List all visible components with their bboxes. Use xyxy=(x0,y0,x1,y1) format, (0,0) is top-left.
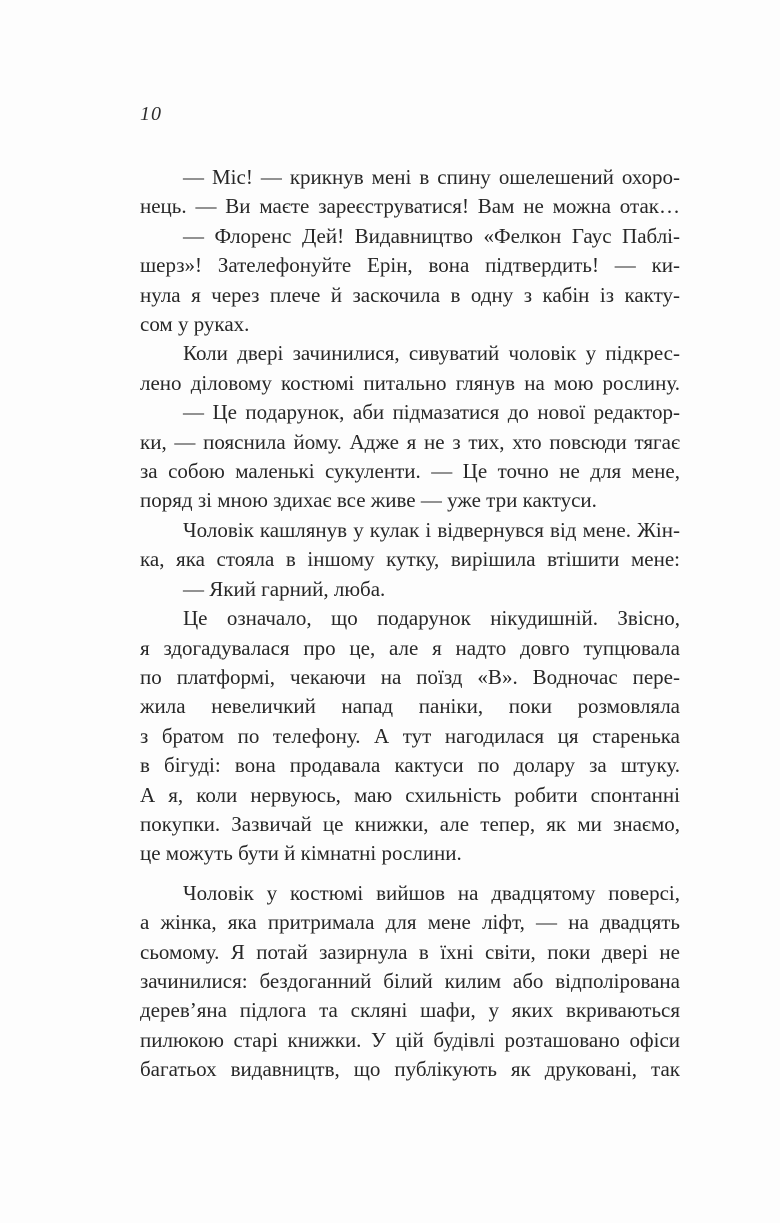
paragraph xyxy=(140,604,680,869)
paragraph xyxy=(140,575,680,604)
text-line: сьомому. Я потай зазирнула в їхні світи, поки двері не xyxy=(140,939,680,964)
text-line: зачинилися: бездоганний білий килим або відполірована xyxy=(140,968,680,993)
text-line: пилюкою старі книжки. У цій будівлі розташовано офіси xyxy=(140,1027,680,1052)
text-line: ка, яка стояла в іншому кутку, вирішила втішити мене: xyxy=(140,547,680,572)
text-line: по платформі, чекаючи на поїзд «В». Водночас пере- xyxy=(140,664,680,689)
text-line: сом у руках. xyxy=(140,312,250,337)
text-line: дерев’яна підлога та скляні шафи, у яких вкриваються xyxy=(140,998,680,1023)
text-line: в бігуді: вона продавала кактуси по долару за штуку. xyxy=(140,753,680,778)
text-line: нула я через плече й заскочила в одну з кабін із какту- xyxy=(140,282,680,307)
text-line: Це означало, що подарунок нікудишній. Звісно, xyxy=(183,606,680,631)
paragraph xyxy=(140,516,680,575)
text-line: поряд зі мною здихає все живе — уже три кактуси. xyxy=(140,488,597,513)
paragraph xyxy=(140,163,680,222)
text-line: з братом по телефону. А тут нагодилася ця старенька xyxy=(140,723,680,748)
text-line: це можуть бути й кімнатні рослини. xyxy=(140,841,462,866)
paragraph xyxy=(140,222,680,340)
text-line: багатьох видавництв, що публікують як друковані, так xyxy=(140,1057,680,1082)
text-line: — Флоренс Дей! Видавництво «Фелкон Гаус Паблі- xyxy=(183,223,680,248)
text-line: шерз»! Зателефонуйте Ерін, вона підтвердить! — ки- xyxy=(140,253,680,278)
text-line: Коли двері зачинилися, сивуватий чоловік у підкрес- xyxy=(183,341,680,366)
text-line: ки, — пояснила йому. Адже я не з тих, хто повсюди тягає xyxy=(140,429,680,454)
text-line: лено діловому костюмі питально глянув на мою рослину. xyxy=(140,370,680,395)
paragraph xyxy=(140,339,680,398)
text-line: — Міс! — крикнув мені в спину ошелешений охоро- xyxy=(183,165,680,189)
page-number: 10 xyxy=(140,103,162,125)
text-line: за собою маленькі сукуленти. — Це точно не для мене, xyxy=(140,459,680,484)
text-line: — Це подарунок, аби підмазатися до нової редактор- xyxy=(183,400,680,425)
paragraph xyxy=(140,879,680,1085)
text-line: Чоловік у костюмі вийшов на двадцятому поверсі, xyxy=(183,880,680,905)
page-text xyxy=(140,163,680,1085)
text-line: а жінка, яка притримала для мене ліфт, — на двадцять xyxy=(140,910,680,935)
text-line: я здогадувалася про це, але я надто довго тупцювала xyxy=(140,635,680,660)
text-line: жила невеличкий напад паніки, поки розмовляла xyxy=(140,694,680,719)
paragraph xyxy=(140,398,680,516)
text-line: покупки. Зазвичай це книжки, але тепер, як ми знаємо, xyxy=(140,811,680,836)
text-line: Чоловік кашлянув у кулак і відвернувся від мене. Жін- xyxy=(183,517,680,542)
text-line: — Який гарний, люба. xyxy=(183,576,386,601)
text-line: нець. — Ви маєте зареєструватися! Вам не можна отак… xyxy=(140,194,680,219)
text-line: А я, коли нервуюсь, маю схильність робити спонтанні xyxy=(140,782,680,807)
